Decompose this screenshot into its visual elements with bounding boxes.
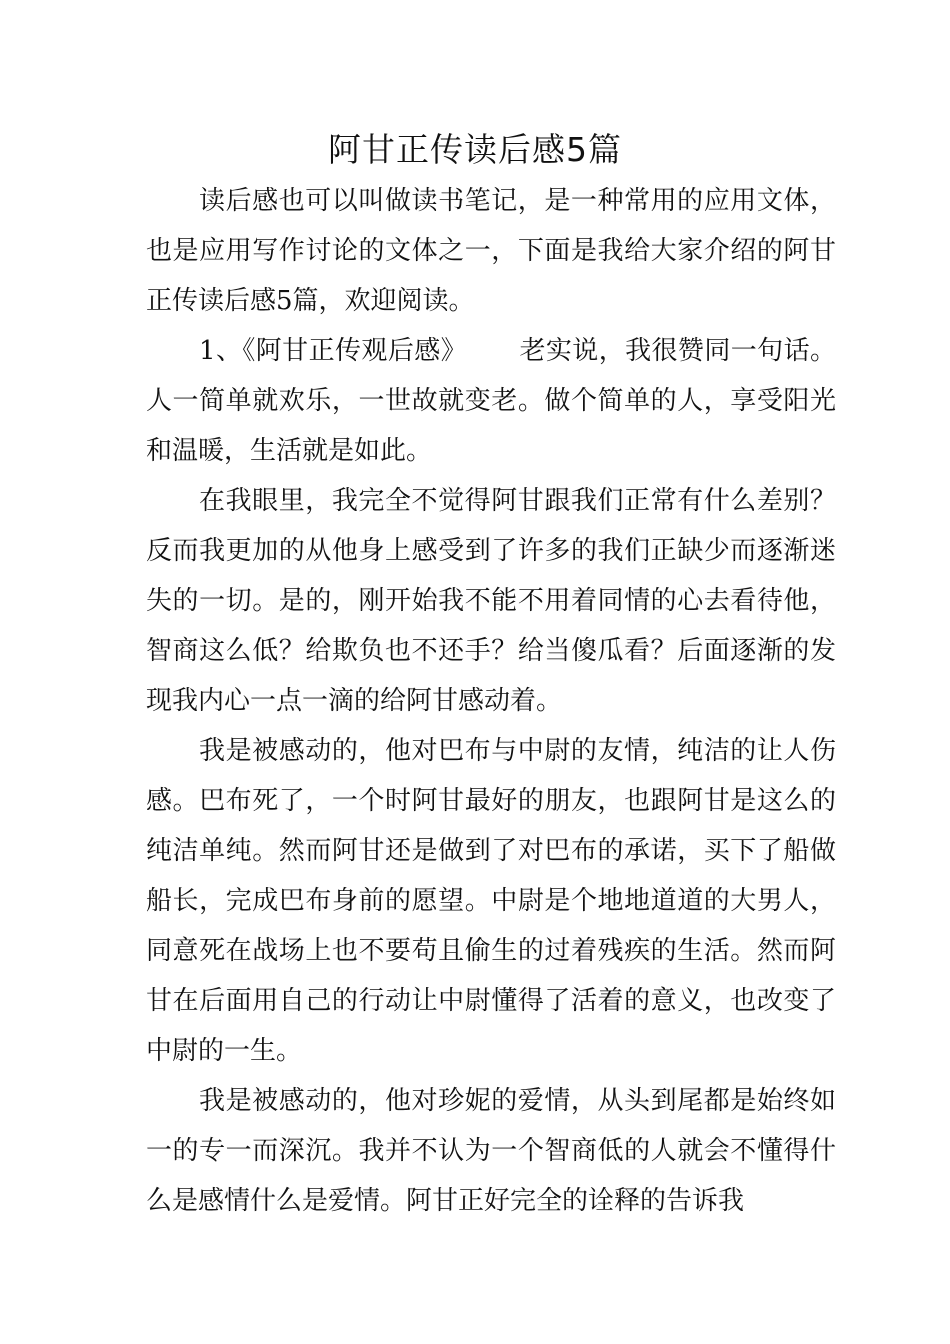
section-1-paragraph <box>146 326 836 476</box>
section-1-heading: 1、《阿甘正传观后感》 <box>199 336 468 366</box>
body-paragraph: 我是被感动的，他对巴布与中尉的友情，纯洁的让人伤感。巴布死了，一个时阿甘最好的朋友，也跟阿甘是这么的纯洁单纯。然而阿甘还是做到了对巴布的承诺，买下了船做船长，完成巴布身前的愿望。中尉是个地地道道的大男人，同意死在战场上也不要苟且偷生的过着残疾的生活。然而阿甘在后面用自己的行动让中尉懂得了活着的意义，也改变了中尉的一生。 <box>146 736 836 1066</box>
intro-paragraph: 读后感也可以叫做读书笔记，是一种常用的应用文体，也是应用写作讨论的文体之一，下面是我给大家介绍的阿甘正传读后感5篇，欢迎阅读。 <box>146 186 836 316</box>
body-paragraph: 我是被感动的，他对珍妮的爱情，从头到尾都是始终如一的专一而深沉。我并不认为一个智商低的人就会不懂得什么是感情什么是爱情。阿甘正好完全的诠释的告诉我 <box>146 1086 836 1216</box>
document-body <box>146 176 836 1226</box>
body-paragraph: 在我眼里，我完全不觉得阿甘跟我们正常有什么差别？反而我更加的从他身上感受到了许多的我们正缺少而逐渐迷失的一切。是的，刚开始我不能不用着同情的心去看待他，智商这么低？给欺负也不还手？给当傻瓜看？后面逐渐的发现我内心一点一滴的给阿甘感动着。 <box>146 486 836 716</box>
section-1-text: 老实说，我很赞同一句话。人一简单就欢乐，一世故就变老。做个简单的人，享受阳光和温暖，生活就是如此。 <box>146 336 836 466</box>
document-title: 阿甘正传读后感5篇 <box>328 130 622 169</box>
